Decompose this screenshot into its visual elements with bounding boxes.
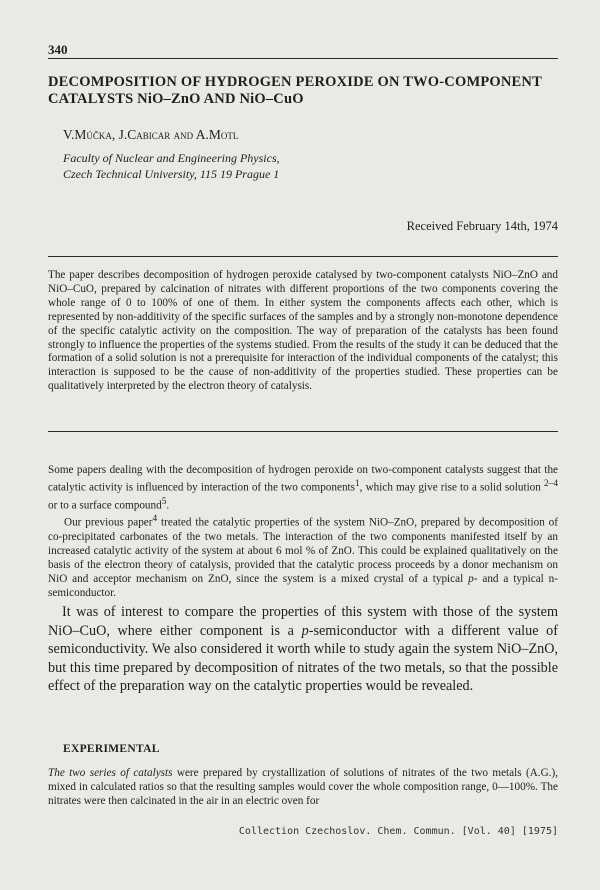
author-list: V.Múčka, J.Cabicar and A.Motl [63, 127, 239, 142]
citation: 4 [152, 514, 158, 525]
affiliation [63, 150, 280, 182]
section-heading: EXPERIMENTAL [63, 743, 160, 755]
abstract: The paper describes decomposition of hydrogen peroxide catalysed by two-component catalysts NiO–ZnO and NiO–CuO, prepared by calcination of nitrates with different proportions of the two components covering the whole range of 0 to 100% of one of them. In either system the components affects each other, which is represented by non-additivity of the specific surfaces of the samples and by a strongly non-monotone dependence of the specific catalytic activity on the composition. The way of preparation of the catalysts has been found strongly to influence the properties of the systems studied. From the results of the study it can be deduced that the formation of a solid solution is not a prerequisite for interaction of the individual components of the catalyst; this interaction is supposed to be the cause of non-additivity of the properties studied. These properties can be qualitatively interpreted by the electron theory of catalysis. [48, 269, 558, 393]
abstract-bottom-rule [48, 431, 558, 432]
abstract-top-rule [48, 256, 558, 257]
page-number: 340 [48, 42, 68, 57]
affiliation-line: Faculty of Nuclear and Engineering Physics, [63, 151, 280, 165]
affiliation-line: Czech Technical University, 115 19 Prague 1 [63, 167, 280, 181]
paragraph: Our previous paper$^4$ treated the catalytic properties of the system NiO–ZnO, prepared by decomposition of co-precipitated carbonates of the two metals. The interaction of the two components manifested itself by an increased catalytic activity of the system at about 6 mol % of ZnO. This could be explained qualitatively on the basis of the electron theory of catalysis, provided that the catalytic process proceeds by a donor mechanism on NiO and acceptor mechanism on ZnO, since the system is a mixed crystal of a typical p- and a typical n- semiconductor. [48, 514, 559, 600]
article-title: DECOMPOSITION OF HYDROGEN PEROXIDE ON TWO-COMPONENT CATALYSTS NiO–ZnO AND NiO–CuO [48, 74, 542, 107]
received-date: Received February 14th, 1974 [406, 219, 558, 233]
citation: 1 [355, 479, 360, 489]
header-rule [48, 58, 558, 59]
paragraph-large: It was of interest to compare the properties of this system with those of the system NiO–CuO, where either component is a p-semiconductor with a different value of semiconductivity. We also considered it worth while to study again the system NiO–ZnO, but this time prepared by decomposition of nitrates of the two metals, so that the possible effect of the preparation way on the catalytic properties would be revealed. [48, 604, 558, 694]
paragraph: The two series of catalysts were prepared by crystallization of solutions of nitrates of the two metals (A.G.), mixed in calculated ratios so that the resulting samples would cover the whole composition range, 0—100%. The nitrates were then calcinated in the air in an electric oven for [48, 767, 558, 807]
citation: 5 [161, 496, 167, 507]
introduction [48, 463, 558, 600]
journal-footer: Collection Czechoslov. Chem. Commun. [Vol. 40] [1975] [238, 826, 558, 837]
paragraph: Some papers dealing with the decomposition of hydrogen peroxide on two-component catalysts suggest that the catalytic activity is influenced by interaction of the two components$^1$, which may give rise to a solid solution $^{2-4}$ or to a surface compound$^5$. [48, 464, 558, 512]
citation: 2–4 [544, 479, 558, 489]
